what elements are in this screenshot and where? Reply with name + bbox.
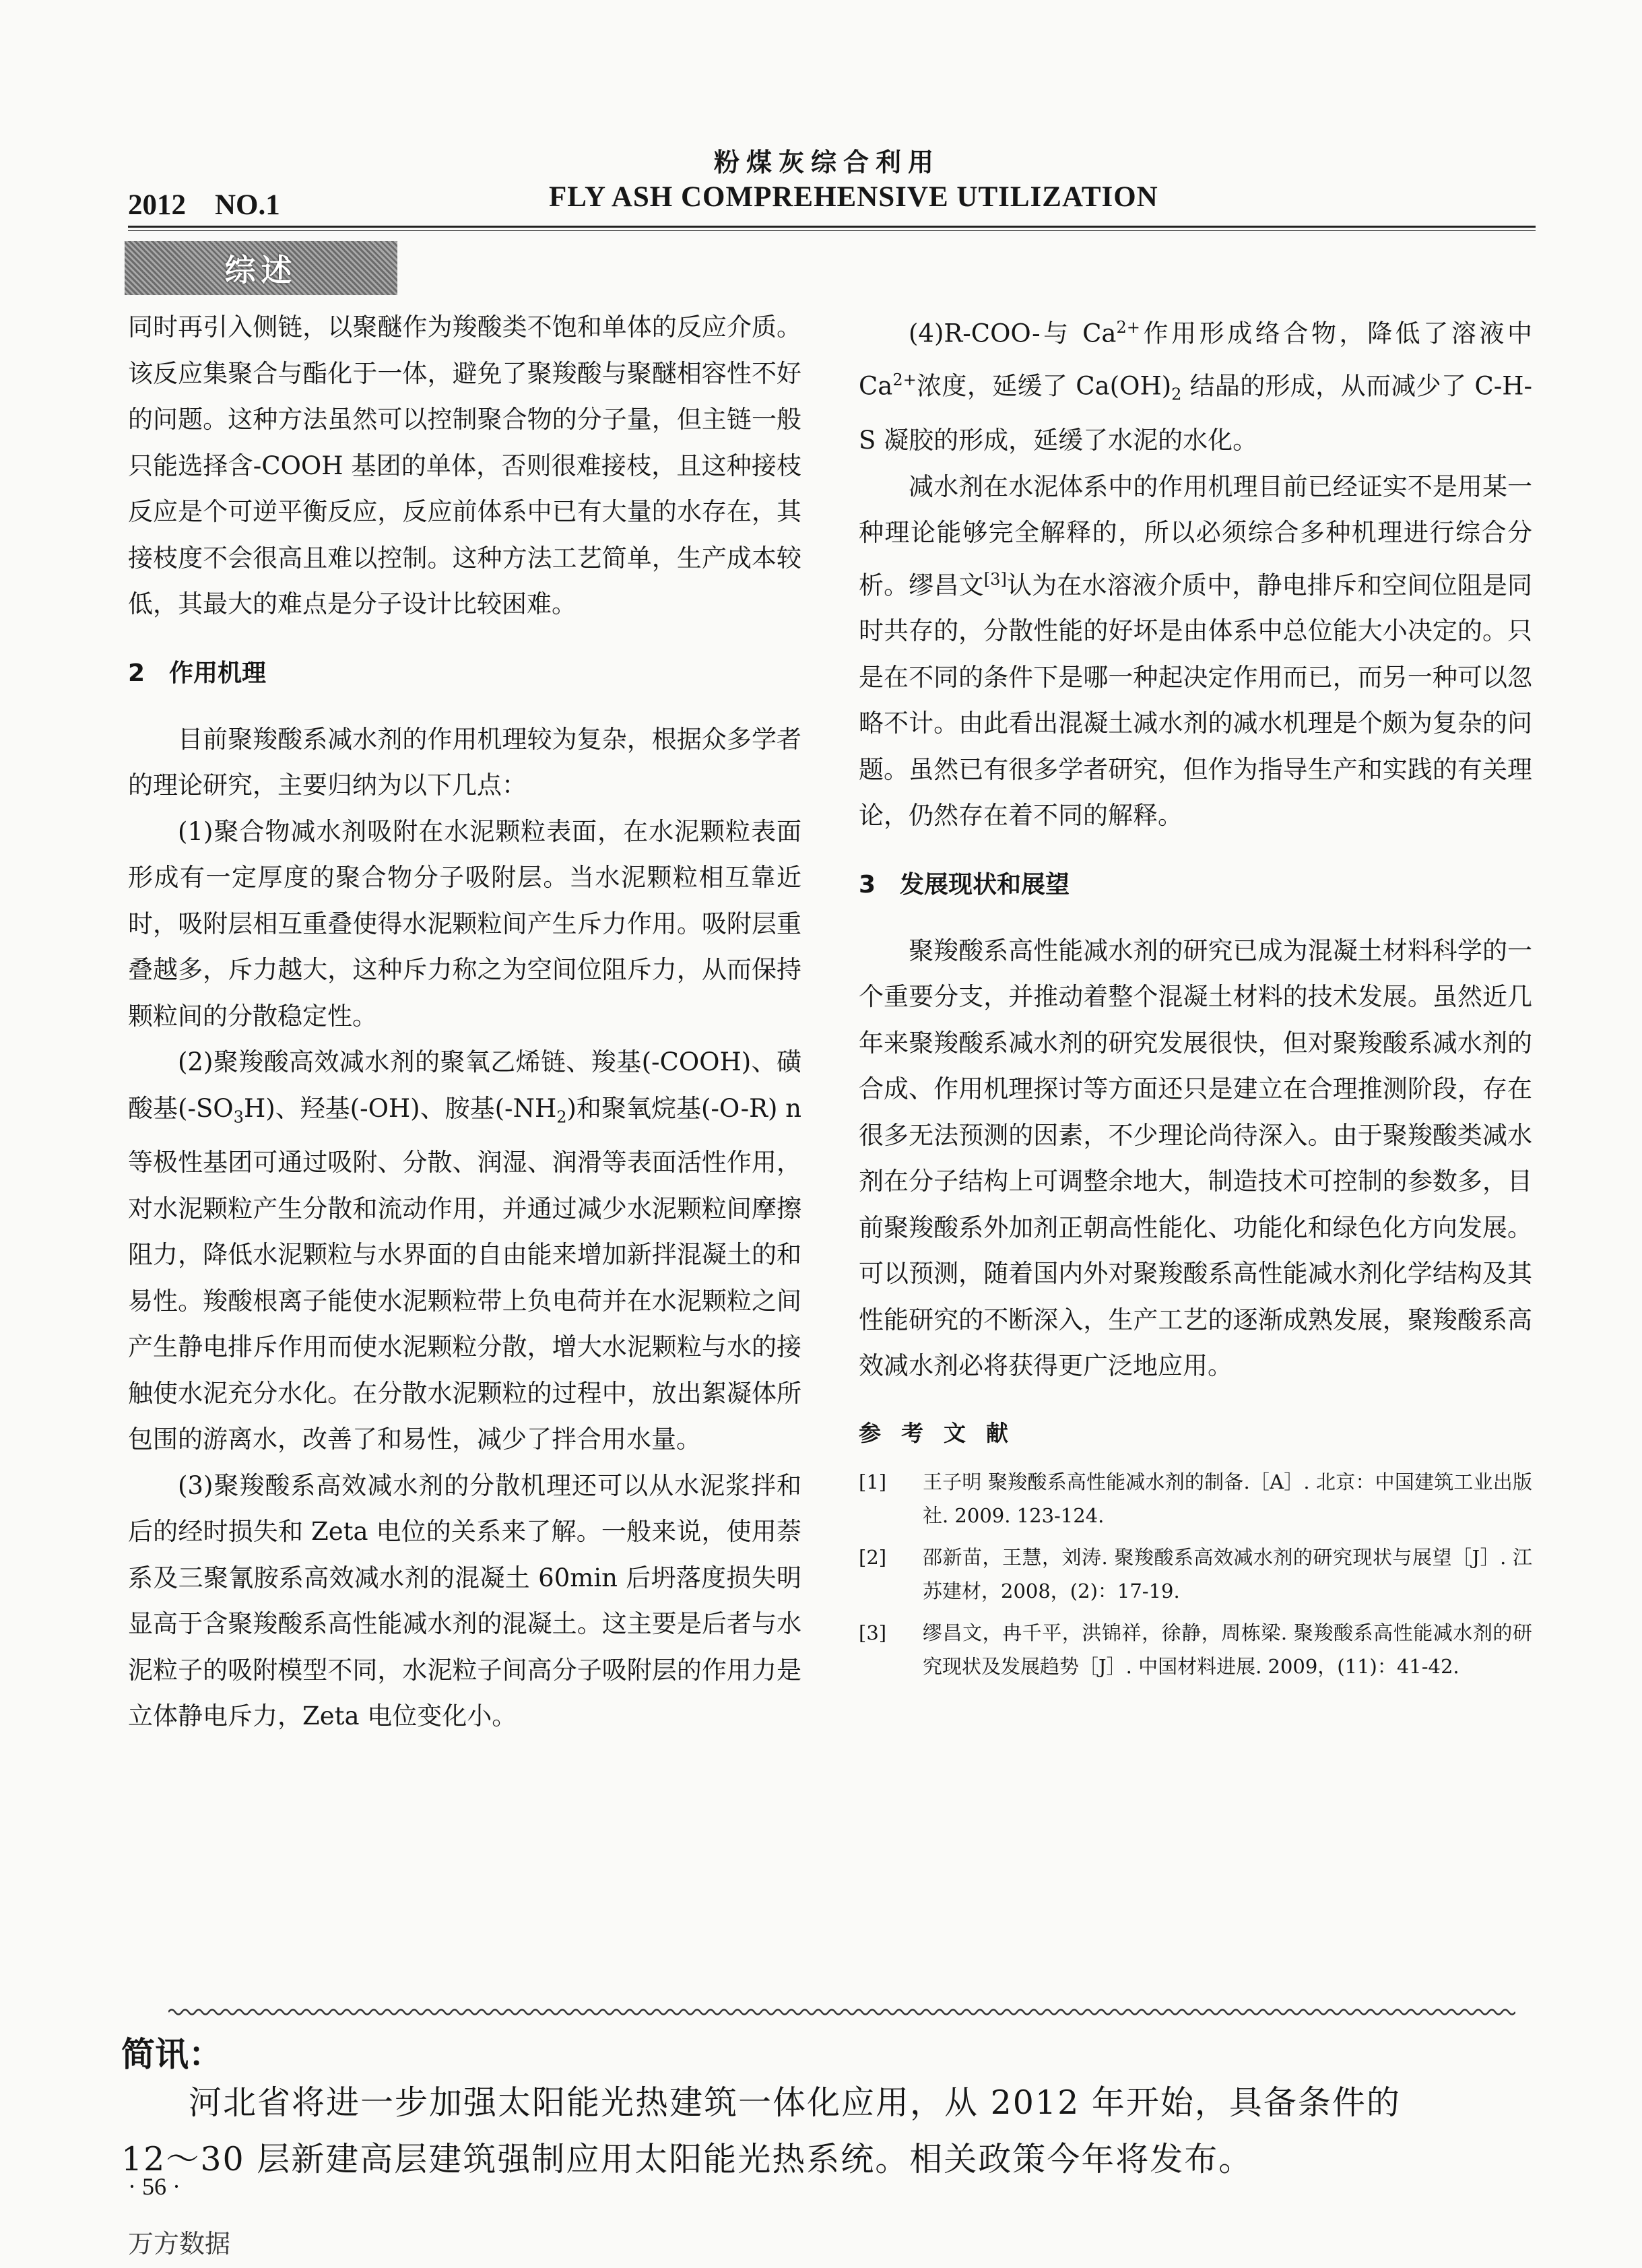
reference-item: [1] 王子明 聚羧酸系高性能减水剂的制备.［A］. 北京：中国建筑工业出版社. 2009. 123-124. bbox=[859, 1470, 1532, 1527]
brief-title: 简讯： bbox=[121, 2034, 222, 2074]
header-rule bbox=[128, 226, 1536, 228]
journal-title-en: FLY ASH COMPREHENSIVE UTILIZATION bbox=[549, 181, 1158, 213]
section-badge: 综述 bbox=[125, 241, 397, 295]
header-rule-thin bbox=[128, 230, 1536, 231]
brief-line: 河北省将进一步加强太阳能光热建筑一体化应用，从 2012 年开始，具备条件的 bbox=[189, 2083, 1401, 2122]
paragraph: (1)聚合物减水剂吸附在水泥颗粒表面，在水泥颗粒表面形成有一定厚度的聚合物分子吸附层。当水泥颗粒相互靠近时，吸附层相互重叠使得水泥颗粒间产生斥力作用。吸附层重叠越多，斥力越大，这种斥力称之为空间位阻斥力，从而保持颗粒间的分散稳定性。 bbox=[128, 816, 801, 1031]
references-title: 参考文献 bbox=[859, 1419, 1028, 1446]
paragraph: (2)聚羧酸高效减水剂的聚氧乙烯链、羧基(-COOH)、磺酸基$(-SO_3H)$、羟基(-OH)、胺基$(-NH_2)$和聚氧烷基(-O-R) n 等极性基团可通过吸附、分散、润湿、润滑等表面活性作用，对水泥颗粒产生分散和流动作用，并通过减少水泥颗粒间摩擦阻力，降低水泥颗粒与水界面的自由能来增加新拌混凝土的和易性。羧酸根离子能使水泥颗粒带上负电荷并在水泥颗粒之间产生静电排斥作用而使水泥颗粒分散，增大水泥颗粒与水的接触使水泥充分水化。在分散水泥颗粒的过程中，放出絮凝体所包围的游离水，改善了和易性，减少了拌合用水量。 bbox=[128, 1047, 801, 1454]
paragraph: 减水剂在水泥体系中的作用机理目前已经证实不是用某一种理论能够完全解释的，所以必须综合多种机理进行综合分析。缪昌文[3]认为在水溶液介质中，静电排斥和空间位阻是同时共存的，分散性能的好坏是由体系中总位能大小决定的。只是在不同的条件下是哪一种起决定作用而已，而另一种可以忽略不计。由此看出混凝土减水剂的减水机理是个颇为复杂的问题。虽然已有很多学者研究，但作为指导生产和实践的有关理论，仍然存在着不同的解释。 bbox=[859, 472, 1533, 831]
paragraph: (4)R-COO-与 $Ca^{2+}$作用形成络合物，降低了溶液中 $Ca^{2+}$浓度，延缓了 $Ca(OH)_2$ 结晶的形成，从而减少了 C-H-S 凝胶的形成，延缓了水泥的水化。 bbox=[859, 318, 1532, 455]
brief-line: 12～30 层新建高层建筑强制应用太阳能光热系统。相关政策今年将发布。 bbox=[121, 2140, 1253, 2178]
paragraph: (3)聚羧酸系高效减水剂的分散机理还可以从水泥浆拌和后的经时损失和 Zeta 电位的关系来了解。一般来说，使用萘系及三聚氰胺系高效减水剂的混凝土 60min 后坍落度损失明显高于含聚羧酸系高性能减水剂的混凝土。这主要是后者与水泥粒子的吸附模型不同，水泥粒子间高分子吸附层的作用力是立体静电斥力，Zeta 电位变化小。 bbox=[128, 1470, 801, 1731]
right-column bbox=[859, 304, 1532, 1691]
paragraph: 目前聚羧酸系减水剂的作用机理较为复杂，根据众多学者的理论研究，主要归纳为以下几点： bbox=[128, 724, 801, 800]
left-column bbox=[128, 304, 801, 1740]
section-heading: 3 发展现状和展望 bbox=[859, 870, 1070, 899]
issue-label: 2012 NO.1 bbox=[128, 189, 280, 221]
wavy-divider bbox=[168, 2006, 1515, 2018]
brief-text bbox=[121, 2075, 1549, 2188]
page-number: · 56 · bbox=[128, 2173, 180, 2200]
references-list bbox=[859, 1465, 1532, 1683]
reference-item: [3] 缪昌文，冉千平，洪锦祥，徐静，周栋梁. 聚羧酸系高性能减水剂的研究现状及发展趋势［J］. 中国材料进展. 2009，(11)：41-42. bbox=[859, 1621, 1532, 1678]
section-heading: 2 作用机理 bbox=[128, 659, 267, 687]
journal-title-cn: 粉煤灰综合利用 bbox=[714, 147, 941, 177]
paragraph: 同时再引入侧链，以聚醚作为羧酸类不饱和单体的反应介质。该反应集聚合与酯化于一体，避免了聚羧酸与聚醚相容性不好的问题。这种方法虽然可以控制聚合物的分子量，但主链一般只能选择含-COOH 基团的单体，否则很难接枝，且这种接枝反应是个可逆平衡反应，反应前体系中已有大量的水存在，其接枝度不会很高且难以控制。这种方法工艺简单，生产成本较低，其最大的难点是分子设计比较困难。 bbox=[128, 313, 801, 618]
watermark: 万方数据 bbox=[128, 2229, 231, 2259]
paragraph: 聚羧酸系高性能减水剂的研究已成为混凝土材料科学的一个重要分支，并推动着整个混凝土材料的技术发展。虽然近几年来聚羧酸系减水剂的研究发展很快，但对聚羧酸系减水剂的合成、作用机理探讨等方面还只是建立在合理推测阶段，存在很多无法预测的因素，不少理论尚待深入。由于聚羧酸类减水剂在分子结构上可调整余地大，制造技术可控制的参数多，目前聚羧酸系外加剂正朝高性能化、功能化和绿色化方向发展。可以预测，随着国内外对聚羧酸系高性能减水剂化学结构及其性能研究的不断深入，生产工艺的逐渐成熟发展，聚羧酸系高效减水剂必将获得更广泛地应用。 bbox=[859, 936, 1532, 1381]
reference-item: [2] 邵新苗，王慧，刘涛. 聚羧酸系高效减水剂的研究现状与展望［J］. 江苏建材，2008，(2)：17-19. bbox=[859, 1545, 1532, 1602]
